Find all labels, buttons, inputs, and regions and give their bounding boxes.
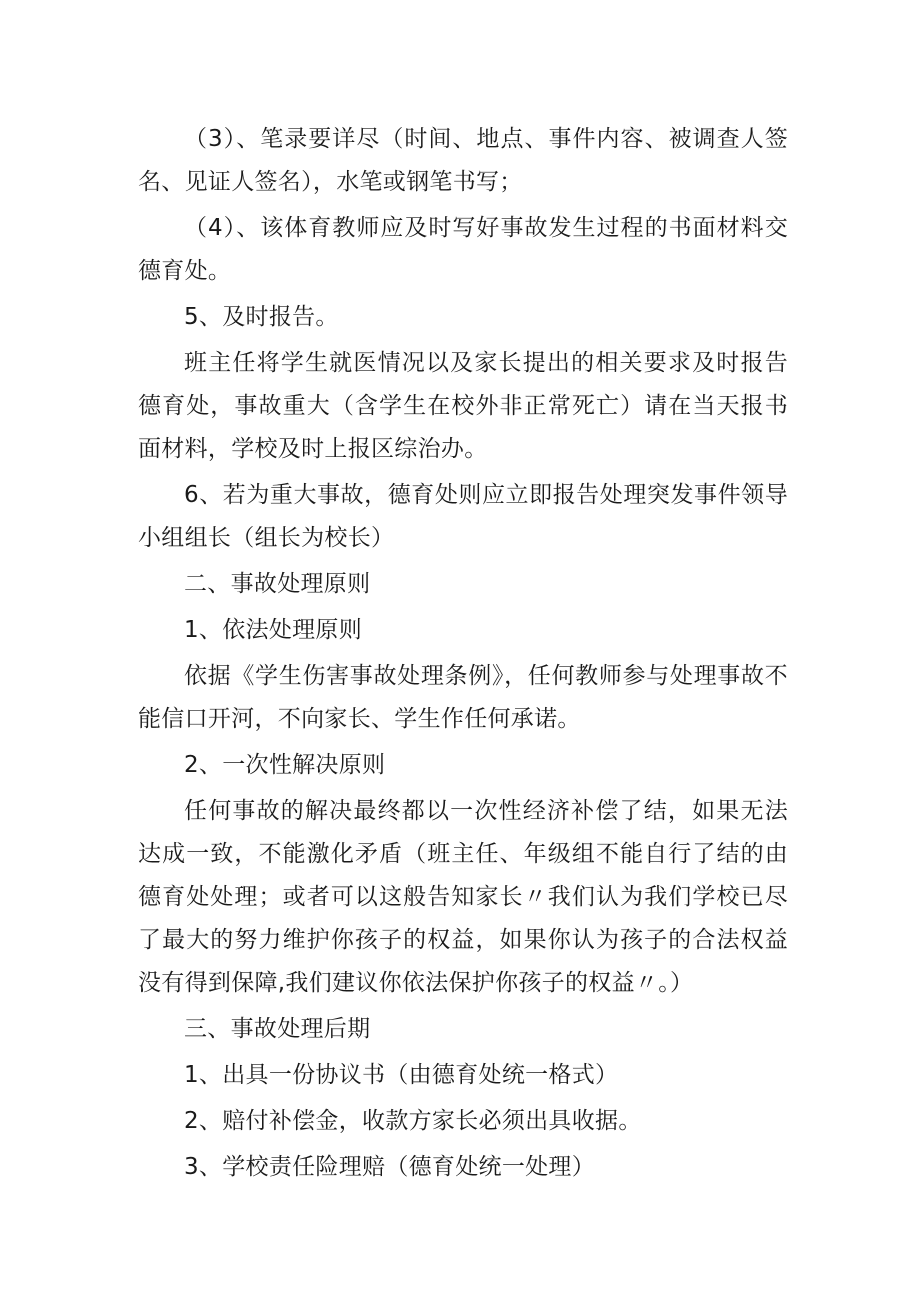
- section-heading-principles: 二、事故处理原则: [184, 571, 371, 597]
- paragraph-one-time-principle: 任何事故的解决最终都以一次性经济补偿了结，如果无法达成一致，不能激化矛盾（班主任、年级组不能自行了结的由德育处处理；或者可以这般告知家长〃我们认为我们学校已尽了最大的努力维护你孩子的权益，如果你认为孩子的合法权益没有得到保障,我们建议你依法保护你孩子的权益〃。）: [138, 798, 788, 996]
- document-body: [138, 118, 788, 1189]
- section-heading-aftermath: 三、事故处理后期: [184, 1016, 371, 1042]
- list-item-insurance: 3、学校责任险理赔（德育处统一处理）: [184, 1154, 596, 1180]
- list-item-compensation: 2、赔付补偿金，收款方家长必须出具收据。: [184, 1108, 642, 1134]
- paragraph-major-accident: 6、若为重大事故，德育处则应立即报告处理突发事件领导小组组长（组长为校长）: [138, 482, 788, 551]
- heading-timely-report: 5、及时报告。: [184, 304, 339, 330]
- paragraph-homeroom-report: 班主任将学生就医情况以及家长提出的相关要求及时报告德育处，事故重大（含学生在校外非正常死亡）请在当天报书面材料，学校及时上报区综治办。: [138, 350, 788, 462]
- heading-lawful-principle: 1、依法处理原则: [184, 617, 363, 643]
- list-item-agreement: 1、出具一份协议书（由德育处统一格式）: [184, 1062, 619, 1088]
- heading-one-time-principle: 2、一次性解决原则: [184, 752, 386, 778]
- paragraph-teacher-report: （4）、该体育教师应及时写好事故发生过程的书面材料交德育处。: [138, 215, 788, 284]
- paragraph-record-detail: （3）、笔录要详尽（时间、地点、事件内容、被调查人签名、见证人签名），水笔或钢笔书写；: [138, 126, 788, 195]
- paragraph-lawful-principle: 依据《学生伤害事故处理条例》，任何教师参与处理事故不能信口开河，不向家长、学生作任何承诺。: [138, 663, 788, 732]
